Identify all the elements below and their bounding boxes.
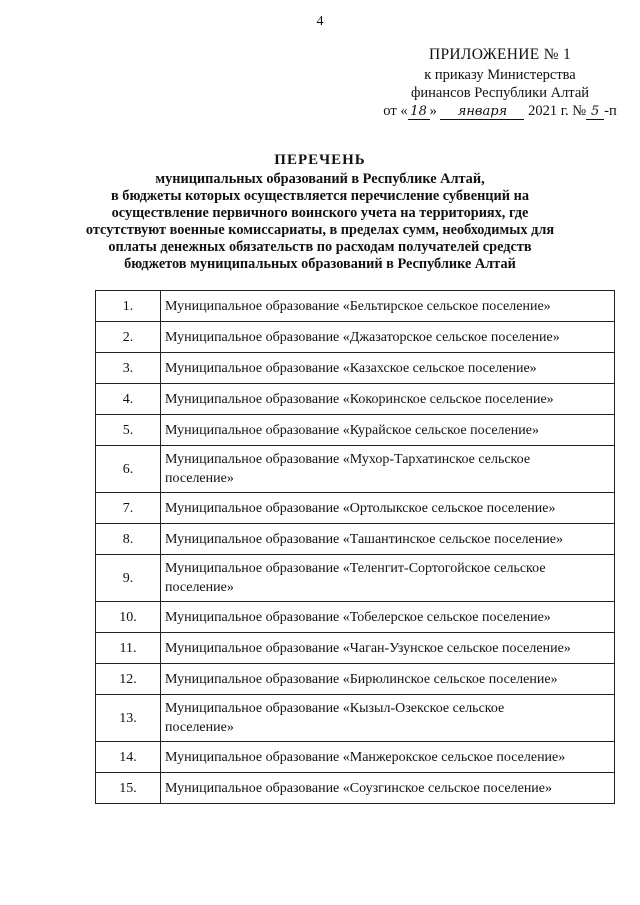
table-row	[96, 384, 615, 415]
table-row	[96, 602, 615, 633]
row-name-line: Муниципальное образование «Кызыл-Озекское сельское	[165, 701, 505, 716]
title-main: ПЕРЕЧЕНЬ	[274, 152, 366, 168]
table-row	[96, 742, 615, 773]
table-row	[96, 664, 615, 695]
appendix-heading: ПРИЛОЖЕНИЕ № 1	[428, 46, 572, 63]
row-number: 4.	[96, 384, 161, 415]
title-line: в бюджеты которых осуществляется перечисление субвенций на	[111, 188, 529, 204]
row-number: 7.	[96, 493, 161, 524]
order-day: 18	[408, 105, 430, 120]
order-number-prefix: №	[572, 103, 587, 119]
date-prefix: от «	[383, 103, 408, 119]
appendix-line-1: к приказу Министерства	[424, 67, 576, 83]
row-number: 3.	[96, 353, 161, 384]
row-name	[161, 602, 615, 633]
row-name-line: Муниципальное образование «Кокоринское сельское поселение»	[165, 391, 554, 407]
row-name-line: Муниципальное образование «Теленгит-Сортогойское сельское	[165, 561, 546, 576]
document-title	[60, 152, 580, 273]
table-row	[96, 633, 615, 664]
row-number: 11.	[96, 633, 161, 664]
row-name	[161, 446, 615, 493]
title-line: муниципальных образований в Республике Алтай,	[155, 171, 485, 187]
row-name-line: Муниципальное образование «Соузгинское сельское поселение»	[165, 780, 553, 796]
table-row	[96, 493, 615, 524]
appendix-line-2: финансов Республики Алтай	[410, 85, 590, 101]
row-name-line: поселение»	[165, 720, 234, 735]
row-name	[161, 415, 615, 446]
row-name-line: поселение»	[165, 471, 234, 486]
table-row	[96, 322, 615, 353]
row-name	[161, 322, 615, 353]
table-row	[96, 446, 615, 493]
row-number: 5.	[96, 415, 161, 446]
row-name-line: Муниципальное образование «Джазаторское сельское поселение»	[165, 329, 560, 345]
row-name-line: Муниципальное образование «Бельтирское сельское поселение»	[165, 298, 551, 314]
order-date-line	[380, 102, 620, 120]
appendix-header	[380, 46, 620, 120]
order-month: января	[440, 105, 524, 120]
row-number: 1.	[96, 291, 161, 322]
table-row	[96, 524, 615, 555]
table-row	[96, 415, 615, 446]
row-number: 6.	[96, 446, 161, 493]
row-name	[161, 742, 615, 773]
row-name-line: Муниципальное образование «Казахское сельское поселение»	[165, 360, 537, 376]
row-number: 14.	[96, 742, 161, 773]
row-name-line: Муниципальное образование «Ортолыкское сельское поселение»	[165, 500, 556, 516]
order-number: 5	[586, 105, 604, 120]
row-name	[161, 633, 615, 664]
title-line: отсутствуют военные комиссариаты, в пределах сумм, необходимых для	[85, 222, 555, 238]
row-name	[161, 353, 615, 384]
row-number: 9.	[96, 555, 161, 602]
row-number: 10.	[96, 602, 161, 633]
row-number: 8.	[96, 524, 161, 555]
row-number: 2.	[96, 322, 161, 353]
title-line: бюджетов муниципальных образований в Республике Алтай	[124, 256, 516, 272]
table-row	[96, 773, 615, 804]
order-number-suffix: -п	[604, 103, 617, 119]
row-number: 13.	[96, 695, 161, 742]
row-name	[161, 493, 615, 524]
municipalities-table	[95, 290, 615, 804]
table-row	[96, 555, 615, 602]
table-row	[96, 291, 615, 322]
row-name-line: Муниципальное образование «Мухор-Тархатинское сельское	[165, 452, 531, 467]
row-name	[161, 291, 615, 322]
row-name-line: Муниципальное образование «Тобелерское сельское поселение»	[165, 609, 551, 625]
row-name-line: Муниципальное образование «Бирюлинское сельское поселение»	[165, 671, 558, 687]
row-name	[161, 664, 615, 695]
title-line: оплаты денежных обязательств по расходам получателей средств	[108, 239, 532, 255]
row-name	[161, 773, 615, 804]
table-row	[96, 353, 615, 384]
row-name-line: Муниципальное образование «Чаган-Узунское сельское поселение»	[165, 640, 571, 656]
row-name	[161, 555, 615, 602]
row-name	[161, 384, 615, 415]
row-name-line: поселение»	[165, 580, 234, 595]
title-line: осуществление первичного воинского учета на территориях, где	[111, 205, 529, 221]
row-name	[161, 695, 615, 742]
row-name-line: Муниципальное образование «Манжерокское сельское поселение»	[165, 749, 566, 765]
row-number: 12.	[96, 664, 161, 695]
row-name-line: Муниципальное образование «Курайское сельское поселение»	[165, 422, 539, 438]
order-year: 2021 г.	[528, 103, 569, 119]
date-mid: »	[429, 103, 437, 119]
row-name-line: Муниципальное образование «Ташантинское сельское поселение»	[165, 531, 563, 547]
row-number: 15.	[96, 773, 161, 804]
row-name	[161, 524, 615, 555]
table-row	[96, 695, 615, 742]
page-number: 4	[316, 14, 324, 29]
